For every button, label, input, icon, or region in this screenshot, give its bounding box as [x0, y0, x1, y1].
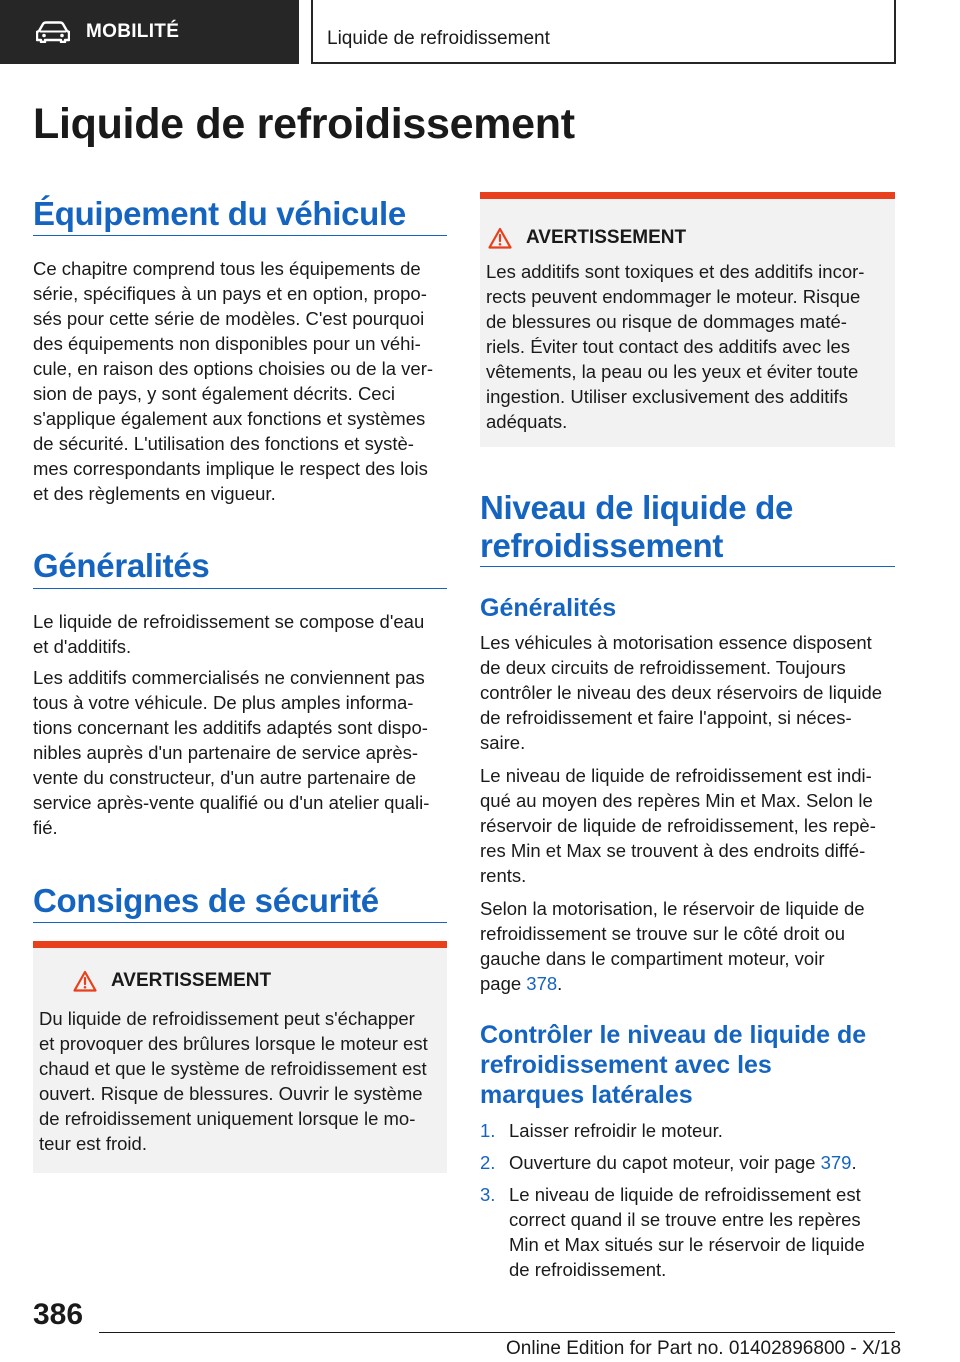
- warning-box-consignes: [33, 941, 447, 1173]
- car-icon: [36, 21, 70, 43]
- footer-edition: Online Edition for Part no. 01402896800 - X/18: [506, 1338, 902, 1359]
- warning-text: Les additifs sont toxiques et des additifs incor‐ rects peuvent endommager le moteur. Risque de blessures ou risque de dommages maté‐ riels. Éviter tout contact des additifs avec les vêtements, la peau ou les yeux et éviter toute ingestion. Utiliser exclusivement des additifs adéquats.: [486, 261, 865, 432]
- heading-consignes: Consignes de sécurité: [33, 882, 379, 919]
- page-title: Liquide de refroidissement: [33, 100, 575, 148]
- warning-box-additifs: [480, 192, 895, 447]
- paragraph-niveau-2: Le niveau de liquide de refroidissement est indi‐ qué au moyen des repères Min et Max. Selon le réservoir de liquide de refroidissement, les repè‐ res Min et Max se trouvent à des endroits diffé‐ rents.: [480, 765, 876, 886]
- heading-rule: [33, 235, 447, 236]
- section-label: MOBILITÉ: [86, 21, 180, 42]
- warning-header: [73, 970, 271, 992]
- warning-text: Du liquide de refroidissement peut s'échapper et provoquer des brûlures lorsque le moteur est chaud et que le système de refroidissement est ouvert. Risque de blessures. Ouvrir le système de refroidissement uniquement lorsque le mo‐ teur est froid.: [39, 1008, 428, 1154]
- header-section-tab: [0, 0, 299, 64]
- heading-rule: [33, 588, 447, 589]
- heading-generalites: Généralités: [33, 547, 210, 584]
- warning-triangle-icon: [488, 227, 512, 249]
- footer-rule: [99, 1332, 895, 1333]
- page-link-379[interactable]: 379: [820, 1152, 852, 1173]
- heading-rule: [33, 922, 447, 923]
- list-item: 2. Ouverture du capot moteur, voir page 379.: [480, 1152, 857, 1173]
- list-item: 3. Le niveau de liquide de refroidissement est correct quand il se trouve entre les repères Min et Max situés sur le réservoir de liquide de refroidissement.: [480, 1184, 865, 1280]
- subheading-generalites: Généralités: [480, 594, 617, 622]
- warning-label: AVERTISSEMENT: [526, 227, 687, 248]
- subheading-controle: Contrôler le niveau de liquide de refroidissement avec les marques latérales: [480, 1021, 867, 1109]
- heading-rule: [480, 566, 895, 567]
- page-link-378[interactable]: 378: [526, 973, 558, 994]
- paragraph-niveau-1: Les véhicules à motorisation essence disposent de deux circuits de refroidissement. Toujours contrôler le niveau des deux réservoirs de liquide de refroidissement et faire l'appoint, si néces‐ saire.: [480, 632, 883, 753]
- warning-label: AVERTISSEMENT: [111, 970, 272, 991]
- paragraph-niveau-3: Selon la motorisation, le réservoir de liquide de refroidissement se trouve sur le côté droit ou gauche dans le compartiment moteur, voir page 378.: [480, 898, 865, 994]
- heading-niveau: Niveau de liquide de refroidissement: [480, 489, 794, 564]
- paragraph-generalites-2: Les additifs commercialisés ne conviennent pas tous à votre véhicule. De plus amples informa‐ tions concernant les additifs adaptés sont dispo‐ nibles auprès d'un partenaire de service après- vente du constructeur, d'un autre partenaire de service après-vente qualifié ou d'un atelier quali‐ fié.: [33, 667, 430, 838]
- warning-header: [488, 227, 686, 249]
- header-topic: Liquide de refroidissement: [311, 0, 896, 64]
- warning-triangle-icon: [73, 970, 97, 992]
- list-item: 1. Laisser refroidir le moteur.: [480, 1120, 723, 1141]
- paragraph-generalites-1: Le liquide de refroidissement se compose d'eau et d'additifs.: [33, 611, 425, 657]
- page-number: 386: [33, 1298, 84, 1331]
- heading-equipement: Équipement du véhicule: [33, 195, 406, 232]
- paragraph-equipement: Ce chapitre comprend tous les équipements de série, spécifiques à un pays et en option, propo‐ sés pour cette série de modèles. C'est pourquoi des équipements non disponibles pour un véhi‐ cule, en raison des options choisies ou de la ver‐ sion de pays, y sont également décrits. Ceci s'applique également aux fonctions et systèmes de sécurité. L'utilisation des fonctions et systè‐ mes correspondants implique le respect des lois et des règlements en vigueur.: [33, 258, 434, 504]
